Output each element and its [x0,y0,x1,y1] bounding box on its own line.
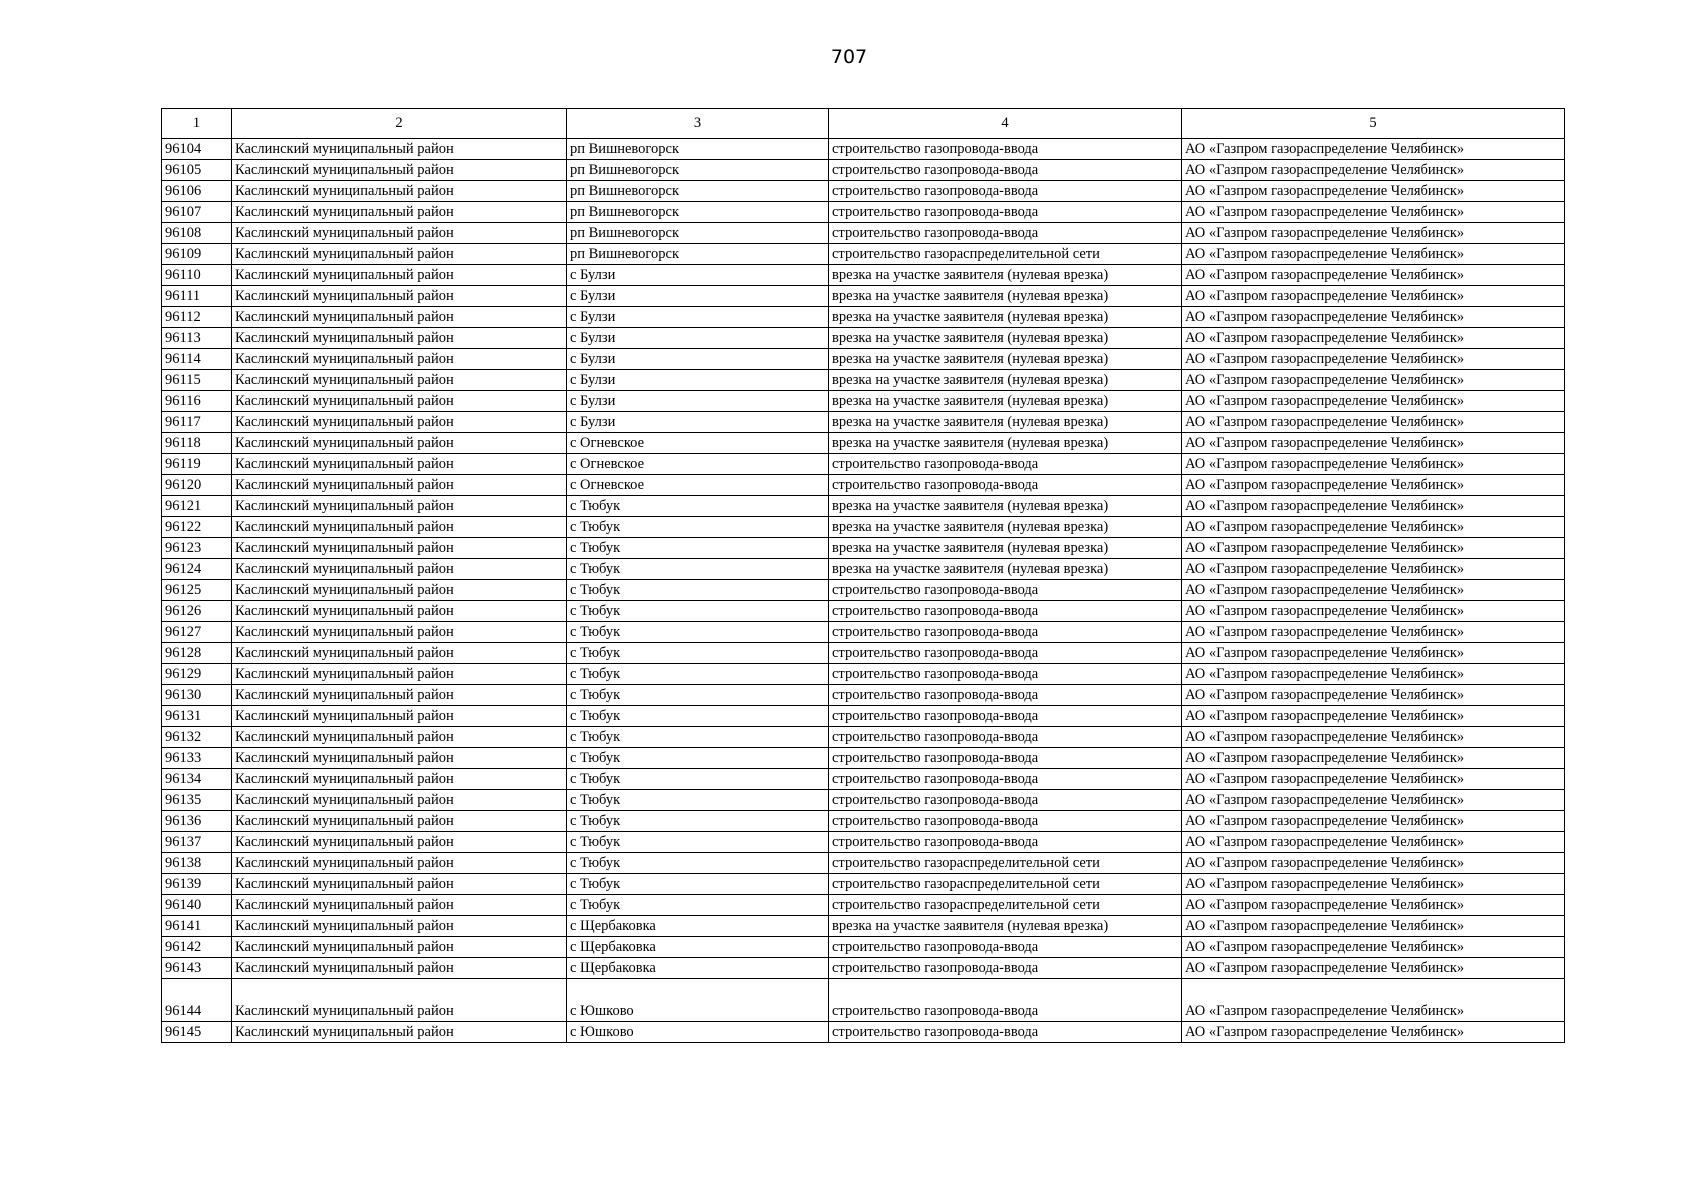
table-row [162,811,1565,832]
district-cell: Каслинский муниципальный район [232,748,567,769]
district-cell: Каслинский муниципальный район [232,391,567,412]
row-number-cell: 96116 [162,391,232,412]
organization-cell: АО «Газпром газораспределение Челябинск» [1182,685,1565,706]
table-row [162,832,1565,853]
settlement-cell: с Тюбук [567,853,829,874]
settlement-cell: с Булзи [567,307,829,328]
table-row [162,391,1565,412]
work-type-cell: врезка на участке заявителя (нулевая врезка) [829,496,1182,517]
district-cell: Каслинский муниципальный район [232,916,567,937]
organization-cell: АО «Газпром газораспределение Челябинск» [1182,580,1565,601]
district-cell: Каслинский муниципальный район [232,685,567,706]
work-type-cell: строительство газопровода-ввода [829,769,1182,790]
table-row [162,979,1565,1022]
district-cell: Каслинский муниципальный район [232,643,567,664]
row-number-cell: 96129 [162,664,232,685]
row-number-cell: 96122 [162,517,232,538]
row-number-cell: 96109 [162,244,232,265]
organization-cell: АО «Газпром газораспределение Челябинск» [1182,454,1565,475]
settlement-cell: с Юшково [567,1022,829,1043]
page-number: 707 [830,46,868,68]
settlement-cell: рп Вишневогорск [567,181,829,202]
work-type-cell: строительство газопровода-ввода [829,790,1182,811]
organization-cell: АО «Газпром газораспределение Челябинск» [1182,244,1565,265]
organization-cell: АО «Газпром газораспределение Челябинск» [1182,874,1565,895]
row-number-cell: 96139 [162,874,232,895]
district-cell: Каслинский муниципальный район [232,622,567,643]
district-cell: Каслинский муниципальный район [232,895,567,916]
work-type-cell: строительство газопровода-ввода [829,580,1182,601]
header-cell-4: 4 [829,109,1182,139]
district-cell: Каслинский муниципальный район [232,244,567,265]
work-type-cell: врезка на участке заявителя (нулевая врезка) [829,370,1182,391]
work-type-cell: строительство газопровода-ввода [829,706,1182,727]
work-type-cell: строительство газораспределительной сети [829,853,1182,874]
row-number-cell: 96114 [162,349,232,370]
district-cell: Каслинский муниципальный район [232,307,567,328]
settlement-cell: с Булзи [567,286,829,307]
row-number-cell: 96143 [162,958,232,979]
table-row [162,790,1565,811]
table-row [162,895,1565,916]
organization-cell: АО «Газпром газораспределение Челябинск» [1182,286,1565,307]
district-cell: Каслинский муниципальный район [232,832,567,853]
table-row [162,538,1565,559]
organization-cell: АО «Газпром газораспределение Челябинск» [1182,895,1565,916]
district-cell: Каслинский муниципальный район [232,853,567,874]
organization-cell: АО «Газпром газораспределение Челябинск» [1182,979,1565,1022]
settlement-cell: с Тюбук [567,496,829,517]
work-type-cell: строительство газопровода-ввода [829,643,1182,664]
district-cell: Каслинский муниципальный район [232,874,567,895]
settlement-cell: рп Вишневогорск [567,160,829,181]
table-row [162,433,1565,454]
settlement-cell: с Огневское [567,433,829,454]
work-type-cell: строительство газопровода-ввода [829,139,1182,160]
organization-cell: АО «Газпром газораспределение Челябинск» [1182,139,1565,160]
settlement-cell: рп Вишневогорск [567,202,829,223]
district-cell: Каслинский муниципальный район [232,160,567,181]
district-cell: Каслинский муниципальный район [232,517,567,538]
work-type-cell: врезка на участке заявителя (нулевая врезка) [829,349,1182,370]
table-row [162,475,1565,496]
organization-cell: АО «Газпром газораспределение Челябинск» [1182,223,1565,244]
organization-cell: АО «Газпром газораспределение Челябинск» [1182,811,1565,832]
district-cell: Каслинский муниципальный район [232,202,567,223]
table-row [162,643,1565,664]
organization-cell: АО «Газпром газораспределение Челябинск» [1182,853,1565,874]
organization-cell: АО «Газпром газораспределение Челябинск» [1182,622,1565,643]
row-number-cell: 96121 [162,496,232,517]
organization-cell: АО «Газпром газораспределение Челябинск» [1182,832,1565,853]
table-row [162,412,1565,433]
settlement-cell: с Булзи [567,349,829,370]
district-cell: Каслинский муниципальный район [232,769,567,790]
work-type-cell: строительство газопровода-ввода [829,601,1182,622]
organization-cell: АО «Газпром газораспределение Челябинск» [1182,412,1565,433]
district-cell: Каслинский муниципальный район [232,706,567,727]
settlement-cell: с Тюбук [567,874,829,895]
table-row [162,244,1565,265]
district-cell: Каслинский муниципальный район [232,433,567,454]
row-number-cell: 96104 [162,139,232,160]
settlement-cell: с Огневское [567,454,829,475]
organization-cell: АО «Газпром газораспределение Челябинск» [1182,643,1565,664]
district-cell: Каслинский муниципальный район [232,412,567,433]
district-cell: Каслинский муниципальный район [232,811,567,832]
row-number-cell: 96132 [162,727,232,748]
organization-cell: АО «Газпром газораспределение Челябинск» [1182,181,1565,202]
district-cell: Каслинский муниципальный район [232,265,567,286]
row-number-cell: 96120 [162,475,232,496]
table-row [162,307,1565,328]
table-row [162,748,1565,769]
table-row [162,664,1565,685]
work-type-cell: строительство газопровода-ввода [829,664,1182,685]
row-number-cell: 96134 [162,769,232,790]
district-cell: Каслинский муниципальный район [232,1022,567,1043]
table-row [162,202,1565,223]
settlement-cell: с Тюбук [567,622,829,643]
work-type-cell: строительство газопровода-ввода [829,1022,1182,1043]
settlement-cell: с Огневское [567,475,829,496]
header-row [162,109,1565,139]
district-cell: Каслинский муниципальный район [232,790,567,811]
row-number-cell: 96106 [162,181,232,202]
organization-cell: АО «Газпром газораспределение Челябинск» [1182,769,1565,790]
table-row [162,685,1565,706]
work-type-cell: врезка на участке заявителя (нулевая врезка) [829,286,1182,307]
table-row [162,496,1565,517]
settlement-cell: с Щербаковка [567,958,829,979]
work-type-cell: строительство газопровода-ввода [829,160,1182,181]
organization-cell: АО «Газпром газораспределение Челябинск» [1182,475,1565,496]
table-row [162,874,1565,895]
table-row [162,1022,1565,1043]
settlement-cell: с Тюбук [567,601,829,622]
table-row [162,517,1565,538]
row-number-cell: 96111 [162,286,232,307]
organization-cell: АО «Газпром газораспределение Челябинск» [1182,265,1565,286]
table-row [162,916,1565,937]
work-type-cell: строительство газопровода-ввода [829,937,1182,958]
settlement-cell: с Тюбук [567,685,829,706]
header-cell-3: 3 [567,109,829,139]
district-cell: Каслинский муниципальный район [232,664,567,685]
table-row [162,265,1565,286]
settlement-cell: с Булзи [567,370,829,391]
work-type-cell: строительство газопровода-ввода [829,202,1182,223]
table-row [162,328,1565,349]
work-type-cell: врезка на участке заявителя (нулевая врезка) [829,433,1182,454]
work-type-cell: врезка на участке заявителя (нулевая врезка) [829,916,1182,937]
organization-cell: АО «Газпром газораспределение Челябинск» [1182,664,1565,685]
row-number-cell: 96107 [162,202,232,223]
district-cell: Каслинский муниципальный район [232,181,567,202]
work-type-cell: врезка на участке заявителя (нулевая врезка) [829,517,1182,538]
organization-cell: АО «Газпром газораспределение Челябинск» [1182,349,1565,370]
row-number-cell: 96144 [162,979,232,1022]
table-row [162,286,1565,307]
row-number-cell: 96126 [162,601,232,622]
table-body [162,139,1565,1043]
row-number-cell: 96124 [162,559,232,580]
district-cell: Каслинский муниципальный район [232,727,567,748]
settlement-cell: с Щербаковка [567,937,829,958]
work-type-cell: врезка на участке заявителя (нулевая врезка) [829,265,1182,286]
work-type-cell: строительство газопровода-ввода [829,223,1182,244]
row-number-cell: 96125 [162,580,232,601]
row-number-cell: 96140 [162,895,232,916]
row-number-cell: 96105 [162,160,232,181]
organization-cell: АО «Газпром газораспределение Челябинск» [1182,706,1565,727]
table-row [162,622,1565,643]
work-type-cell: строительство газопровода-ввода [829,727,1182,748]
table-row [162,937,1565,958]
district-cell: Каслинский муниципальный район [232,139,567,160]
settlement-cell: с Тюбук [567,706,829,727]
district-cell: Каслинский муниципальный район [232,979,567,1022]
district-cell: Каслинский муниципальный район [232,454,567,475]
table-row [162,958,1565,979]
work-type-cell: строительство газопровода-ввода [829,685,1182,706]
settlement-cell: с Тюбук [567,580,829,601]
row-number-cell: 96119 [162,454,232,475]
row-number-cell: 96117 [162,412,232,433]
table-row [162,853,1565,874]
organization-cell: АО «Газпром газораспределение Челябинск» [1182,916,1565,937]
work-type-cell: строительство газопровода-ввода [829,979,1182,1022]
organization-cell: АО «Газпром газораспределение Челябинск» [1182,601,1565,622]
settlement-cell: с Булзи [567,328,829,349]
district-cell: Каслинский муниципальный район [232,559,567,580]
district-cell: Каслинский муниципальный район [232,370,567,391]
work-type-cell: строительство газопровода-ввода [829,811,1182,832]
work-type-cell: врезка на участке заявителя (нулевая врезка) [829,412,1182,433]
work-type-cell: врезка на участке заявителя (нулевая врезка) [829,391,1182,412]
organization-cell: АО «Газпром газораспределение Челябинск» [1182,748,1565,769]
table-row [162,160,1565,181]
row-number-cell: 96142 [162,937,232,958]
table-row [162,454,1565,475]
organization-cell: АО «Газпром газораспределение Челябинск» [1182,307,1565,328]
settlement-cell: с Юшково [567,979,829,1022]
work-type-cell: врезка на участке заявителя (нулевая врезка) [829,307,1182,328]
district-cell: Каслинский муниципальный район [232,601,567,622]
work-type-cell: строительство газопровода-ввода [829,181,1182,202]
settlement-cell: с Тюбук [567,643,829,664]
work-type-cell: строительство газораспределительной сети [829,895,1182,916]
row-number-cell: 96137 [162,832,232,853]
settlement-cell: с Тюбук [567,517,829,538]
row-number-cell: 96133 [162,748,232,769]
district-cell: Каслинский муниципальный район [232,580,567,601]
organization-cell: АО «Газпром газораспределение Челябинск» [1182,538,1565,559]
settlement-cell: с Тюбук [567,559,829,580]
district-cell: Каслинский муниципальный район [232,349,567,370]
organization-cell: АО «Газпром газораспределение Челябинск» [1182,1022,1565,1043]
district-cell: Каслинский муниципальный район [232,328,567,349]
district-cell: Каслинский муниципальный район [232,475,567,496]
organization-cell: АО «Газпром газораспределение Челябинск» [1182,433,1565,454]
row-number-cell: 96135 [162,790,232,811]
header-cell-5: 5 [1182,109,1565,139]
settlement-cell: с Тюбук [567,895,829,916]
header-cell-2: 2 [232,109,567,139]
organization-cell: АО «Газпром газораспределение Челябинск» [1182,496,1565,517]
settlement-cell: с Тюбук [567,790,829,811]
row-number-cell: 96130 [162,685,232,706]
row-number-cell: 96141 [162,916,232,937]
work-type-cell: врезка на участке заявителя (нулевая врезка) [829,538,1182,559]
district-cell: Каслинский муниципальный район [232,223,567,244]
organization-cell: АО «Газпром газораспределение Челябинск» [1182,391,1565,412]
row-number-cell: 96127 [162,622,232,643]
row-number-cell: 96138 [162,853,232,874]
table-row [162,769,1565,790]
work-type-cell: строительство газопровода-ввода [829,622,1182,643]
table-row [162,706,1565,727]
row-number-cell: 96145 [162,1022,232,1043]
settlement-cell: с Булзи [567,391,829,412]
settlement-cell: рп Вишневогорск [567,139,829,160]
row-number-cell: 96108 [162,223,232,244]
row-number-cell: 96110 [162,265,232,286]
row-number-cell: 96128 [162,643,232,664]
settlement-cell: рп Вишневогорск [567,223,829,244]
work-type-cell: врезка на участке заявителя (нулевая врезка) [829,559,1182,580]
settlement-cell: с Тюбук [567,748,829,769]
row-number-cell: 96118 [162,433,232,454]
district-cell: Каслинский муниципальный район [232,538,567,559]
organization-cell: АО «Газпром газораспределение Челябинск» [1182,790,1565,811]
organization-cell: АО «Газпром газораспределение Челябинск» [1182,328,1565,349]
settlement-cell: с Тюбук [567,727,829,748]
work-type-cell: строительство газопровода-ввода [829,832,1182,853]
organization-cell: АО «Газпром газораспределение Челябинск» [1182,160,1565,181]
district-cell: Каслинский муниципальный район [232,937,567,958]
data-table [161,108,1565,1043]
row-number-cell: 96123 [162,538,232,559]
settlement-cell: с Тюбук [567,832,829,853]
organization-cell: АО «Газпром газораспределение Челябинск» [1182,958,1565,979]
settlement-cell: с Тюбук [567,664,829,685]
organization-cell: АО «Газпром газораспределение Челябинск» [1182,937,1565,958]
settlement-cell: с Булзи [567,265,829,286]
organization-cell: АО «Газпром газораспределение Челябинск» [1182,559,1565,580]
work-type-cell: строительство газораспределительной сети [829,874,1182,895]
settlement-cell: с Тюбук [567,538,829,559]
organization-cell: АО «Газпром газораспределение Челябинск» [1182,202,1565,223]
table-row [162,349,1565,370]
organization-cell: АО «Газпром газораспределение Челябинск» [1182,370,1565,391]
organization-cell: АО «Газпром газораспределение Челябинск» [1182,727,1565,748]
district-cell: Каслинский муниципальный район [232,496,567,517]
work-type-cell: строительство газопровода-ввода [829,475,1182,496]
work-type-cell: врезка на участке заявителя (нулевая врезка) [829,328,1182,349]
work-type-cell: строительство газопровода-ввода [829,454,1182,475]
settlement-cell: с Булзи [567,412,829,433]
table-row [162,181,1565,202]
settlement-cell: рп Вишневогорск [567,244,829,265]
table-row [162,727,1565,748]
table-row [162,370,1565,391]
table-row [162,580,1565,601]
row-number-cell: 96115 [162,370,232,391]
table-row [162,601,1565,622]
work-type-cell: строительство газопровода-ввода [829,748,1182,769]
settlement-cell: с Щербаковка [567,916,829,937]
settlement-cell: с Тюбук [567,811,829,832]
row-number-cell: 96112 [162,307,232,328]
row-number-cell: 96136 [162,811,232,832]
district-cell: Каслинский муниципальный район [232,286,567,307]
organization-cell: АО «Газпром газораспределение Челябинск» [1182,517,1565,538]
header-cell-1: 1 [162,109,232,139]
table-row [162,223,1565,244]
work-type-cell: строительство газопровода-ввода [829,958,1182,979]
table-row [162,559,1565,580]
settlement-cell: с Тюбук [567,769,829,790]
district-cell: Каслинский муниципальный район [232,958,567,979]
row-number-cell: 96113 [162,328,232,349]
table-row [162,139,1565,160]
row-number-cell: 96131 [162,706,232,727]
work-type-cell: строительство газораспределительной сети [829,244,1182,265]
